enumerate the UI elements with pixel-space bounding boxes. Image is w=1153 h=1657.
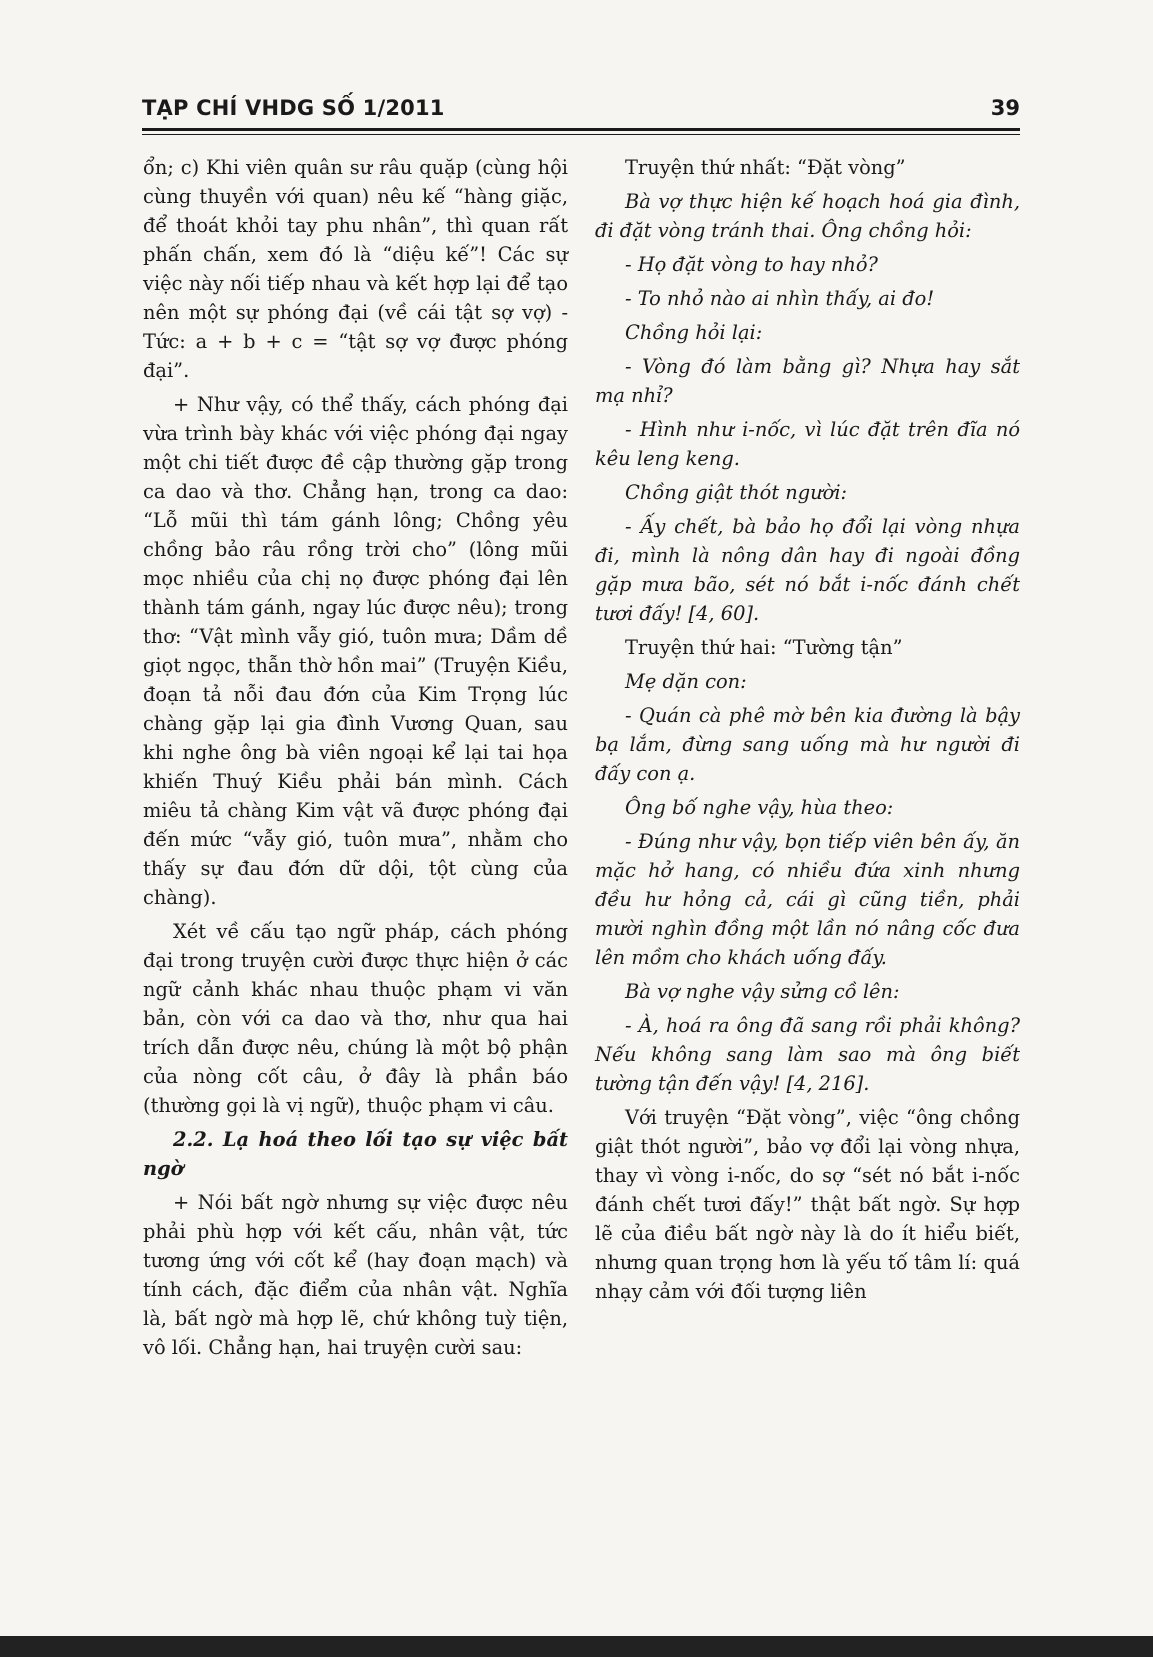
story-text: Ông bố nghe vậy, hùa theo: (625, 796, 894, 819)
story-text: Chồng hỏi lại: (625, 321, 763, 344)
story-text: Bà vợ thực hiện kế hoạch hoá gia đình, đi đặt vòng tránh thai. Ông chồng hỏi: (595, 190, 1020, 242)
dialogue-line: - Quán cà phê mờ bên kia đường là bậy bạ lắm, đừng sang uống mà hư người đi đấy con ạ. (595, 704, 1020, 785)
story-title: Truyện thứ nhất: “Đặt vòng” (625, 156, 906, 179)
dialogue-line: - Vòng đó làm bằng gì? Nhựa hay sắt mạ nhỉ? (595, 355, 1020, 407)
story-text: Chồng giật thót người: (625, 481, 848, 504)
page-number: 39 (990, 96, 1020, 120)
right-column (595, 153, 1020, 1311)
paragraph: Xét về cấu tạo ngữ pháp, cách phóng đại trong truyện cười được thực hiện ở các ngữ cảnh khác nhau thuộc phạm vi văn bản, còn với ca dao và thơ, như qua hai trích dẫn được nêu, chúng là một bộ phận của nòng cốt câu, ở đây là phần báo (thường gọi là vị ngữ), thuộc phạm vi câu. (143, 920, 568, 1117)
dialogue-line: - À, hoá ra ông đã sang rồi phải không? Nếu không sang làm sao mà ông biết tường tận đến vậy! [4, 216]. (595, 1014, 1020, 1095)
paragraph: Với truyện “Đặt vòng”, việc “ông chồng giật thót người”, bảo vợ đổi lại vòng nhựa, thay vì vòng i-nốc, do sợ “sét nó bắt i-nốc đánh chết tươi đấy!” thật bất ngờ. Sự hợp lẽ của điều bất ngờ này là do ít hiểu biết, nhưng quan trọng hơn là yếu tố tâm lí: quá nhạy cảm với đối tượng liên (595, 1106, 1020, 1303)
header-rule-thin (142, 134, 1020, 135)
section-heading: 2.2. Lạ hoá theo lối tạo sự việc bất ngờ (143, 1128, 568, 1180)
story-text: Mẹ dặn con: (625, 670, 747, 693)
running-header (142, 96, 1020, 132)
journal-title: TẠP CHÍ VHDG SỐ 1/2011 (142, 96, 445, 120)
paragraph: + Như vậy, có thể thấy, cách phóng đại vừa trình bày khác với việc phóng đại ngay một chi tiết được đề cập thường gặp trong ca dao và thơ. Chẳng hạn, trong ca dao: “Lỗ mũi thì tám gánh lông; Chồng yêu chồng bảo râu rồng trời cho” (lông mũi mọc nhiều của chị nọ được phóng đại lên thành tám gánh, ngay lúc được nêu); trong thơ: “Vật mình vẫy gió, tuôn mưa; Dầm dề giọt ngọc, thẫn thờ hồn mai” (Truyện Kiều, đoạn tả nỗi đau đớn của Kim Trọng lúc chàng gặp lại gia đình Vương Quan, sau khi nghe ông bà viên ngoại kể lại tai họa khiến Thuý Kiều phải bán mình. Cách miêu tả chàng Kim vật vã được phóng đại đến mức “vẫy gió, tuôn mưa”, nhằm cho thấy sự đau đớn dữ dội, tột cùng của chàng). (143, 393, 568, 909)
scan-bottom-edge (0, 1636, 1153, 1657)
story-title: Truyện thứ hai: “Tường tận” (625, 636, 903, 659)
paragraph: + Nói bất ngờ nhưng sự việc được nêu phải phù hợp với kết cấu, nhân vật, tức tương ứng với cốt kể (hay đoạn mạch) và tính cách, đặc điểm của nhân vật. Nghĩa là, bất ngờ mà hợp lẽ, chứ không tuỳ tiện, vô lối. Chẳng hạn, hai truyện cười sau: (143, 1191, 568, 1359)
story-text: Bà vợ nghe vậy sửng cồ lên: (625, 980, 900, 1003)
paragraph: ổn; c) Khi viên quân sư râu quặp (cùng hội cùng thuyền với quan) nêu kế “hàng giặc, để thoát khỏi tay phu nhân”, thì quan rất phấn chấn, xem đó là “diệu kế”! Các sự việc này nối tiếp nhau và kết hợp lại để tạo nên một sự phóng đại (về cái tật sợ vợ) - Tức: a + b + c = “tật sợ vợ được phóng đại”. (143, 156, 568, 382)
dialogue-line: - Họ đặt vòng to hay nhỏ? (625, 253, 878, 276)
dialogue-line: - To nhỏ nào ai nhìn thấy, ai đo! (625, 287, 935, 310)
dialogue-line: - Ấy chết, bà bảo họ đổi lại vòng nhựa đi, mình là nông dân hay đi ngoài đồng gặp mưa bão, sét nó bắt i-nốc đánh chết tươi đấy! [4, 60]. (595, 515, 1020, 625)
header-rule-thick (142, 128, 1020, 131)
dialogue-line: - Hình như i-nốc, vì lúc đặt trên đĩa nó kêu leng keng. (595, 418, 1020, 470)
left-column (143, 153, 568, 1367)
dialogue-line: - Đúng như vậy, bọn tiếp viên bên ấy, ăn mặc hở hang, có nhiều đứa xinh nhưng đều hư hỏng cả, cái gì cũng tiền, phải mười nghìn đồng một lần nó nâng cốc đưa lên mồm cho khách uống đấy. (595, 830, 1020, 969)
